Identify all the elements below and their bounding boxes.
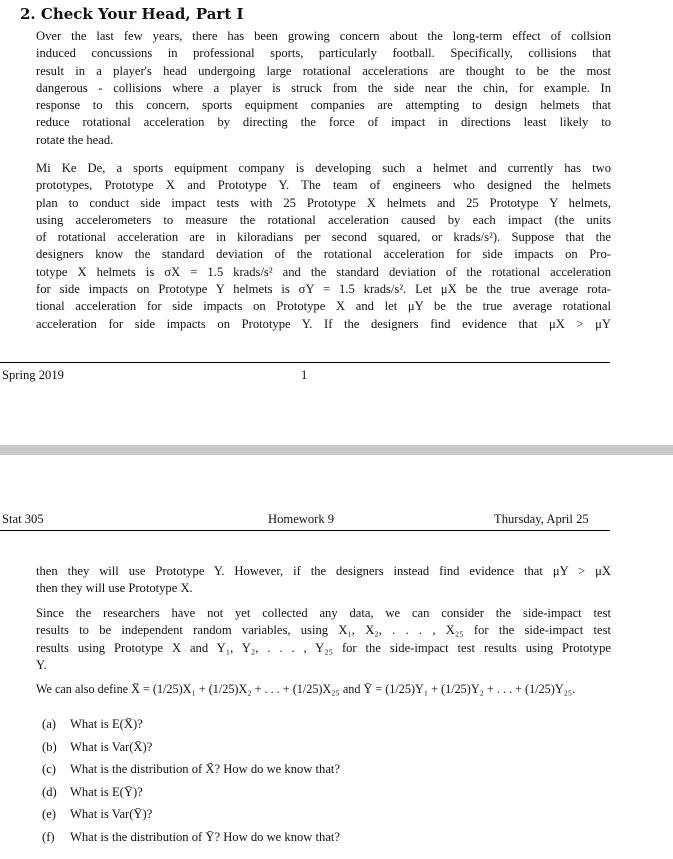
question-label: (a) xyxy=(42,717,56,731)
text-line: Y. xyxy=(36,657,47,672)
question-a xyxy=(42,713,340,736)
text-line: Mi Ke De, a sports equipment company is developing such a helmet and currently has two xyxy=(36,161,611,175)
question-text: What is Var(Ȳ)? xyxy=(70,807,153,822)
text-line: reduce rotational acceleration by directing the force of impact in directions least likely to xyxy=(36,115,611,130)
footer-divider xyxy=(0,362,610,363)
question-d xyxy=(42,781,340,804)
paragraph-sample-means: We can also define X̄ = (1/25)X₁ + (1/25)X₂ + . . . + (1/25)X₂₅ and Ȳ = (1/25)Y₁ + (1/25)Y₂ + . . . + (1/25)Y₂₅. xyxy=(36,682,576,696)
section-title: 2. Check Your Head, Part I xyxy=(20,5,244,23)
question-e xyxy=(42,803,340,826)
question-label: (d) xyxy=(42,784,57,799)
footer-term: Spring 2019 xyxy=(2,368,64,382)
text-line: of rotational acceleration are in kiloradians per second squared, or krads/s²). Suppose that the xyxy=(36,230,611,245)
text-line: plan to conduct side impact tests with 25 Prototype X helmets and 25 Prototype Y helmets, xyxy=(36,195,611,210)
paragraph-prototypes xyxy=(36,160,611,333)
question-text: What is the distribution of X̄? How do we know that? xyxy=(70,762,341,777)
paragraph-random-variables xyxy=(36,605,611,674)
text-line: rotate the head. xyxy=(36,132,114,147)
text-line: induced concussions in professional sports, particularly football. Specifically, collisions that xyxy=(36,46,611,61)
question-text: What is E(Ȳ)? xyxy=(70,784,143,799)
text-line: results to be independent random variables, using X₁, X₂, . . . , X₂₅ for the side-impact test xyxy=(36,623,611,638)
text-line: Over the last few years, there has been growing concern about the long-term effect of collsion xyxy=(36,29,611,43)
text-line: acceleration for side impacts on Prototype Y. If the designers find evidence that μX > μY xyxy=(36,316,611,331)
text-line: designers know the standard deviation of the rotational acceleration for side impacts on Pro- xyxy=(36,247,611,262)
page-number: 1 xyxy=(301,368,308,382)
question-text: What is Var(X̄)? xyxy=(70,739,153,754)
question-f xyxy=(42,826,340,849)
text-line: using accelerometers to measure the rotational acceleration caused by each impact (the units xyxy=(36,212,611,227)
question-text: What is E(X̄)? xyxy=(70,717,143,731)
question-list xyxy=(42,713,340,849)
header-divider xyxy=(0,530,610,531)
question-label: (c) xyxy=(42,762,56,777)
text-line: response to this concern, sports equipment companies are attempting to design helmets that xyxy=(36,98,611,113)
text-line: then they will use Prototype X. xyxy=(36,581,193,596)
page-separator xyxy=(0,445,673,455)
header-course: Stat 305 xyxy=(2,512,44,526)
text-line: Since the researchers have not yet collected any data, we can consider the side-impact test xyxy=(36,606,611,620)
page-2 xyxy=(0,455,673,859)
paragraph-intro xyxy=(36,28,611,149)
text-line: result in a player's head undergoing large rotational accelerations are thought to be the most xyxy=(36,63,611,78)
text-line: dangerous - collisions where a player is struck from the side near the chin, for example. In xyxy=(36,80,611,95)
header-date: Thursday, April 25 xyxy=(494,512,589,526)
text-line: prototypes, Prototype X and Prototype Y. The team of engineers who designed the helmets xyxy=(36,178,611,193)
question-c xyxy=(42,758,340,781)
text-line: tional acceleration for side impacts on Prototype X and let μY be the true average rotational xyxy=(36,299,611,314)
text-line: totype X helmets is σX = 1.5 krads/s² and the standard deviation of the rotational acceleration xyxy=(36,264,611,279)
question-label: (e) xyxy=(42,807,56,822)
question-b xyxy=(42,736,340,759)
text-line: results using Prototype X and Y₁, Y₂, . . . , Y₂₅ for the side-impact test results using Prototype xyxy=(36,640,611,655)
question-text: What is the distribution of Ȳ? How do we know that? xyxy=(70,829,341,844)
paragraph-continuation xyxy=(36,563,611,598)
question-label: (f) xyxy=(42,829,55,844)
header-assignment: Homework 9 xyxy=(268,512,335,526)
question-label: (b) xyxy=(42,739,57,754)
text-line: then they will use Prototype Y. However, if the designers instead find evidence that μY > μX xyxy=(36,564,611,578)
text-line: for side impacts on Prototype Y helmets is σY = 1.5 krads/s². Let μX be the true average rota- xyxy=(36,282,611,297)
